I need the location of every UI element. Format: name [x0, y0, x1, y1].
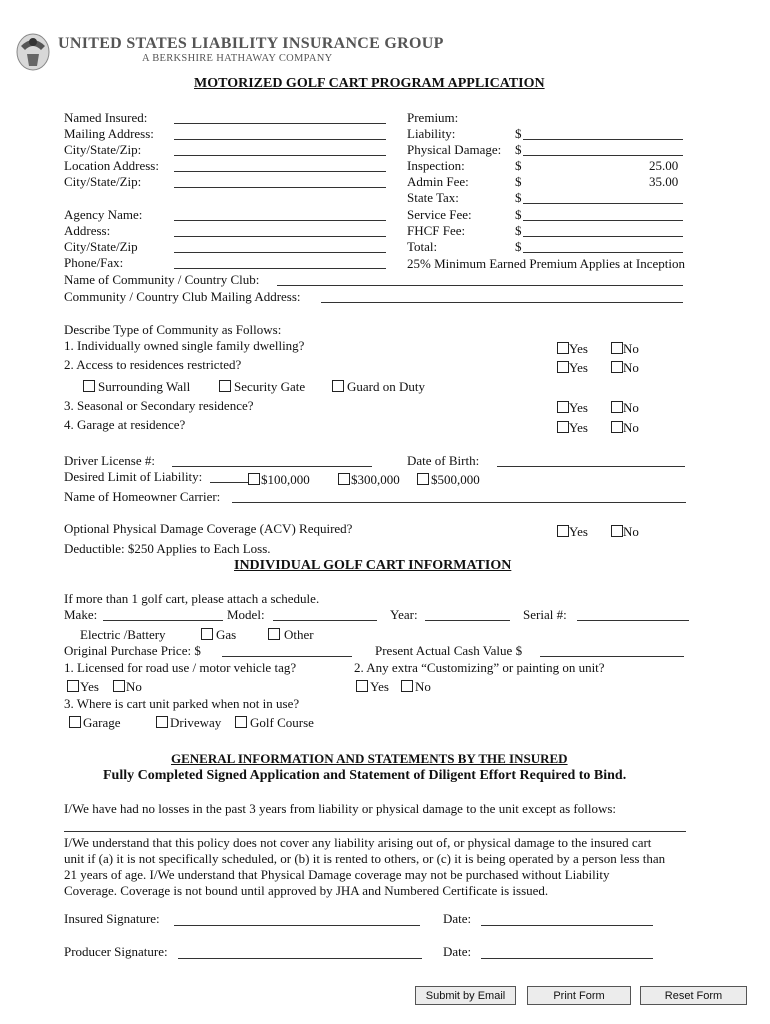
- checkbox-gas[interactable]: [201, 628, 213, 640]
- schedule-note: If more than 1 golf cart, please attach a schedule.: [64, 591, 320, 606]
- yes-label: Yes: [80, 679, 99, 694]
- producer-signature-label: Producer Signature:: [64, 944, 168, 959]
- fhcf-fee-field[interactable]: [523, 236, 683, 237]
- agency-address-label: Address:: [64, 223, 111, 238]
- purchase-price-field[interactable]: [222, 656, 352, 657]
- dollar-sign: $: [515, 190, 522, 205]
- losses-statement: I/We have had no losses in the past 3 years from liability or physical damage to the unit except as follows:: [64, 801, 617, 816]
- serial-field[interactable]: [577, 620, 689, 621]
- checkbox-yes[interactable]: [557, 342, 569, 354]
- yes-label: Yes: [569, 400, 588, 415]
- submit-by-email-button[interactable]: Submit by Email: [415, 986, 516, 1005]
- checkbox-golf-course[interactable]: [235, 716, 247, 728]
- service-fee-field[interactable]: [523, 220, 683, 221]
- dollar-sign: $: [515, 207, 522, 222]
- purchase-price-label: Original Purchase Price: $: [64, 643, 201, 658]
- losses-field[interactable]: [64, 831, 686, 832]
- serial-label: Serial #:: [523, 607, 567, 622]
- agency-name-label: Agency Name:: [64, 207, 143, 222]
- checkbox-no[interactable]: [113, 680, 125, 692]
- year-label: Year:: [390, 607, 418, 622]
- no-label: No: [623, 524, 639, 539]
- yes-label: Yes: [569, 420, 588, 435]
- admin-fee-label: Admin Fee:: [407, 174, 469, 189]
- statement-line-1: I/We understand that this policy does not cover any liability arising out of, or physical damage to the insured cart: [64, 835, 652, 850]
- make-field[interactable]: [103, 620, 223, 621]
- total-label: Total:: [407, 239, 438, 254]
- insured-signature-label: Insured Signature:: [64, 911, 160, 926]
- agency-city-state-zip-field[interactable]: [174, 252, 386, 253]
- phone-fax-label: Phone/Fax:: [64, 255, 124, 270]
- producer-signature-field[interactable]: [178, 958, 422, 959]
- checkbox-garage[interactable]: [69, 716, 81, 728]
- checkbox-no[interactable]: [611, 342, 623, 354]
- checkbox-yes[interactable]: [557, 401, 569, 413]
- question-parked: 3. Where is cart unit parked when not in use?: [64, 696, 300, 711]
- dollar-sign: $: [515, 126, 522, 141]
- location-city-state-zip-label: City/State/Zip:: [64, 174, 142, 189]
- general-subheading: Fully Completed Signed Application and Statement of Diligent Effort Required to Bind.: [103, 768, 627, 783]
- checkbox-surrounding-wall[interactable]: [83, 380, 95, 392]
- checkbox-yes[interactable]: [557, 361, 569, 373]
- cart-section-heading: INDIVIDUAL GOLF CART INFORMATION: [234, 558, 512, 573]
- agency-city-state-zip-label: City/State/Zip: [64, 239, 138, 254]
- no-label: No: [623, 400, 639, 415]
- dob-field[interactable]: [497, 466, 685, 467]
- liability-label: Liability:: [407, 126, 456, 141]
- surrounding-wall-label: Surrounding Wall: [98, 379, 191, 394]
- general-heading: GENERAL INFORMATION AND STATEMENTS BY THE INSURED: [171, 751, 568, 766]
- statement-line-3: 21 years of age. I/We understand that Physical Damage coverage may not be purchased without Liability: [64, 867, 610, 882]
- driveway-label: Driveway: [170, 715, 222, 730]
- checkbox-limit-100000[interactable]: [248, 473, 260, 485]
- service-fee-label: Service Fee:: [407, 207, 472, 222]
- checkbox-no[interactable]: [401, 680, 413, 692]
- community-mailing-field[interactable]: [321, 302, 683, 303]
- reset-form-button[interactable]: Reset Form: [640, 986, 747, 1005]
- producer-date-field[interactable]: [481, 958, 653, 959]
- other-label: Other: [284, 627, 314, 642]
- named-insured-label: Named Insured:: [64, 110, 148, 125]
- state-tax-label: State Tax:: [407, 190, 459, 205]
- dob-label: Date of Birth:: [407, 453, 480, 468]
- checkbox-no[interactable]: [611, 401, 623, 413]
- deductible-note: Deductible: $250 Applies to Each Loss.: [64, 541, 271, 556]
- location-address-label: Location Address:: [64, 158, 159, 173]
- checkbox-limit-300000[interactable]: [338, 473, 350, 485]
- insured-signature-field[interactable]: [174, 925, 420, 926]
- community-mailing-label: Community / Country Club Mailing Address:: [64, 289, 301, 304]
- golf-course-label: Golf Course: [250, 715, 314, 730]
- checkbox-no[interactable]: [611, 525, 623, 537]
- make-label: Make:: [64, 607, 98, 622]
- limit-100000-label: $100,000: [261, 472, 310, 487]
- guard-on-duty-label: Guard on Duty: [347, 379, 425, 394]
- eagle-seal-icon: [15, 28, 51, 72]
- premium-heading: Premium:: [407, 110, 459, 125]
- electric-battery-label: Electric /Battery: [80, 627, 166, 642]
- question-customizing: 2. Any extra “Customizing” or painting on unit?: [354, 660, 605, 675]
- desired-limit-label: Desired Limit of Liability:: [64, 469, 203, 484]
- driver-license-label: Driver License #:: [64, 453, 155, 468]
- agency-address-field[interactable]: [174, 236, 386, 237]
- dollar-sign: $: [515, 239, 522, 254]
- homeowner-carrier-field[interactable]: [232, 502, 686, 503]
- inspection-label: Inspection:: [407, 158, 465, 173]
- named-insured-field[interactable]: [174, 123, 386, 124]
- security-gate-label: Security Gate: [234, 379, 306, 394]
- location-city-state-zip-field[interactable]: [174, 187, 386, 188]
- agency-name-field[interactable]: [174, 220, 386, 221]
- dollar-sign: $: [515, 142, 522, 157]
- physical-damage-field[interactable]: [523, 155, 683, 156]
- print-form-button[interactable]: Print Form: [527, 986, 631, 1005]
- driver-license-field[interactable]: [172, 466, 372, 467]
- state-tax-field[interactable]: [523, 203, 683, 204]
- no-label: No: [623, 420, 639, 435]
- yes-label: Yes: [569, 360, 588, 375]
- insured-date-label: Date:: [443, 911, 472, 926]
- model-field[interactable]: [273, 620, 377, 621]
- no-label: No: [623, 341, 639, 356]
- dollar-sign: $: [515, 223, 522, 238]
- checkbox-yes[interactable]: [67, 680, 79, 692]
- checkbox-yes[interactable]: [557, 525, 569, 537]
- yes-label: Yes: [569, 524, 588, 539]
- question-access-restricted: 2. Access to residences restricted?: [64, 357, 242, 372]
- statement-line-2: unit if (a) it is not specifically scheduled, or (b) it is rented to others, or (c) it is being operated by a person less than: [64, 851, 666, 866]
- checkbox-no[interactable]: [611, 421, 623, 433]
- yes-label: Yes: [569, 341, 588, 356]
- insured-date-field[interactable]: [481, 925, 653, 926]
- gas-label: Gas: [216, 627, 237, 642]
- admin-fee-value: 35.00: [649, 174, 679, 189]
- checkbox-yes[interactable]: [557, 421, 569, 433]
- question-garage: 4. Garage at residence?: [64, 417, 186, 432]
- phone-fax-field[interactable]: [174, 268, 386, 269]
- dollar-sign: $: [515, 174, 522, 189]
- physical-damage-label: Physical Damage:: [407, 142, 502, 157]
- liability-field[interactable]: [523, 139, 683, 140]
- producer-date-label: Date:: [443, 944, 472, 959]
- checkbox-security-gate[interactable]: [219, 380, 231, 392]
- dollar-sign: $: [515, 158, 522, 173]
- community-describe-label: Describe Type of Community as Follows:: [64, 322, 282, 337]
- checkbox-guard-on-duty[interactable]: [332, 380, 344, 392]
- garage-label: Garage: [83, 715, 121, 730]
- community-name-label: Name of Community / Country Club:: [64, 272, 260, 287]
- checkbox-yes[interactable]: [356, 680, 368, 692]
- statement-line-4: Coverage. Coverage is not bound until approved by JHA and Numbered Certificate is issued.: [64, 883, 549, 898]
- city-state-zip-label: City/State/Zip:: [64, 142, 142, 157]
- question-seasonal: 3. Seasonal or Secondary residence?: [64, 398, 254, 413]
- limit-500000-label: $500,000: [431, 472, 480, 487]
- city-state-zip-field[interactable]: [174, 155, 386, 156]
- model-label: Model:: [227, 607, 265, 622]
- company-parent: A BERKSHIRE HATHAWAY COMPANY: [142, 53, 333, 64]
- community-name-field[interactable]: [277, 285, 683, 286]
- checkbox-driveway[interactable]: [156, 716, 168, 728]
- location-address-field[interactable]: [174, 171, 386, 172]
- no-label: No: [126, 679, 142, 694]
- no-label: No: [623, 360, 639, 375]
- checkbox-limit-500000[interactable]: [417, 473, 429, 485]
- physical-damage-question: Optional Physical Damage Coverage (ACV) Required?: [64, 521, 353, 536]
- question-road-use: 1. Licensed for road use / motor vehicle tag?: [64, 660, 297, 675]
- limit-300000-label: $300,000: [351, 472, 400, 487]
- total-field[interactable]: [523, 252, 683, 253]
- min-earned-note: 25% Minimum Earned Premium Applies at Inception: [407, 256, 686, 271]
- mailing-address-field[interactable]: [174, 139, 386, 140]
- year-field[interactable]: [425, 620, 510, 621]
- yes-label: Yes: [370, 679, 389, 694]
- company-name: UNITED STATES LIABILITY INSURANCE GROUP: [58, 35, 444, 52]
- no-label: No: [415, 679, 431, 694]
- acv-label: Present Actual Cash Value $: [375, 643, 523, 658]
- page-title: MOTORIZED GOLF CART PROGRAM APPLICATION: [194, 76, 545, 91]
- checkbox-other[interactable]: [268, 628, 280, 640]
- inspection-value: 25.00: [649, 158, 679, 173]
- checkbox-no[interactable]: [611, 361, 623, 373]
- homeowner-carrier-label: Name of Homeowner Carrier:: [64, 489, 221, 504]
- question-single-family: 1. Individually owned single family dwelling?: [64, 338, 305, 353]
- acv-field[interactable]: [540, 656, 684, 657]
- fhcf-fee-label: FHCF Fee:: [407, 223, 466, 238]
- mailing-address-label: Mailing Address:: [64, 126, 154, 141]
